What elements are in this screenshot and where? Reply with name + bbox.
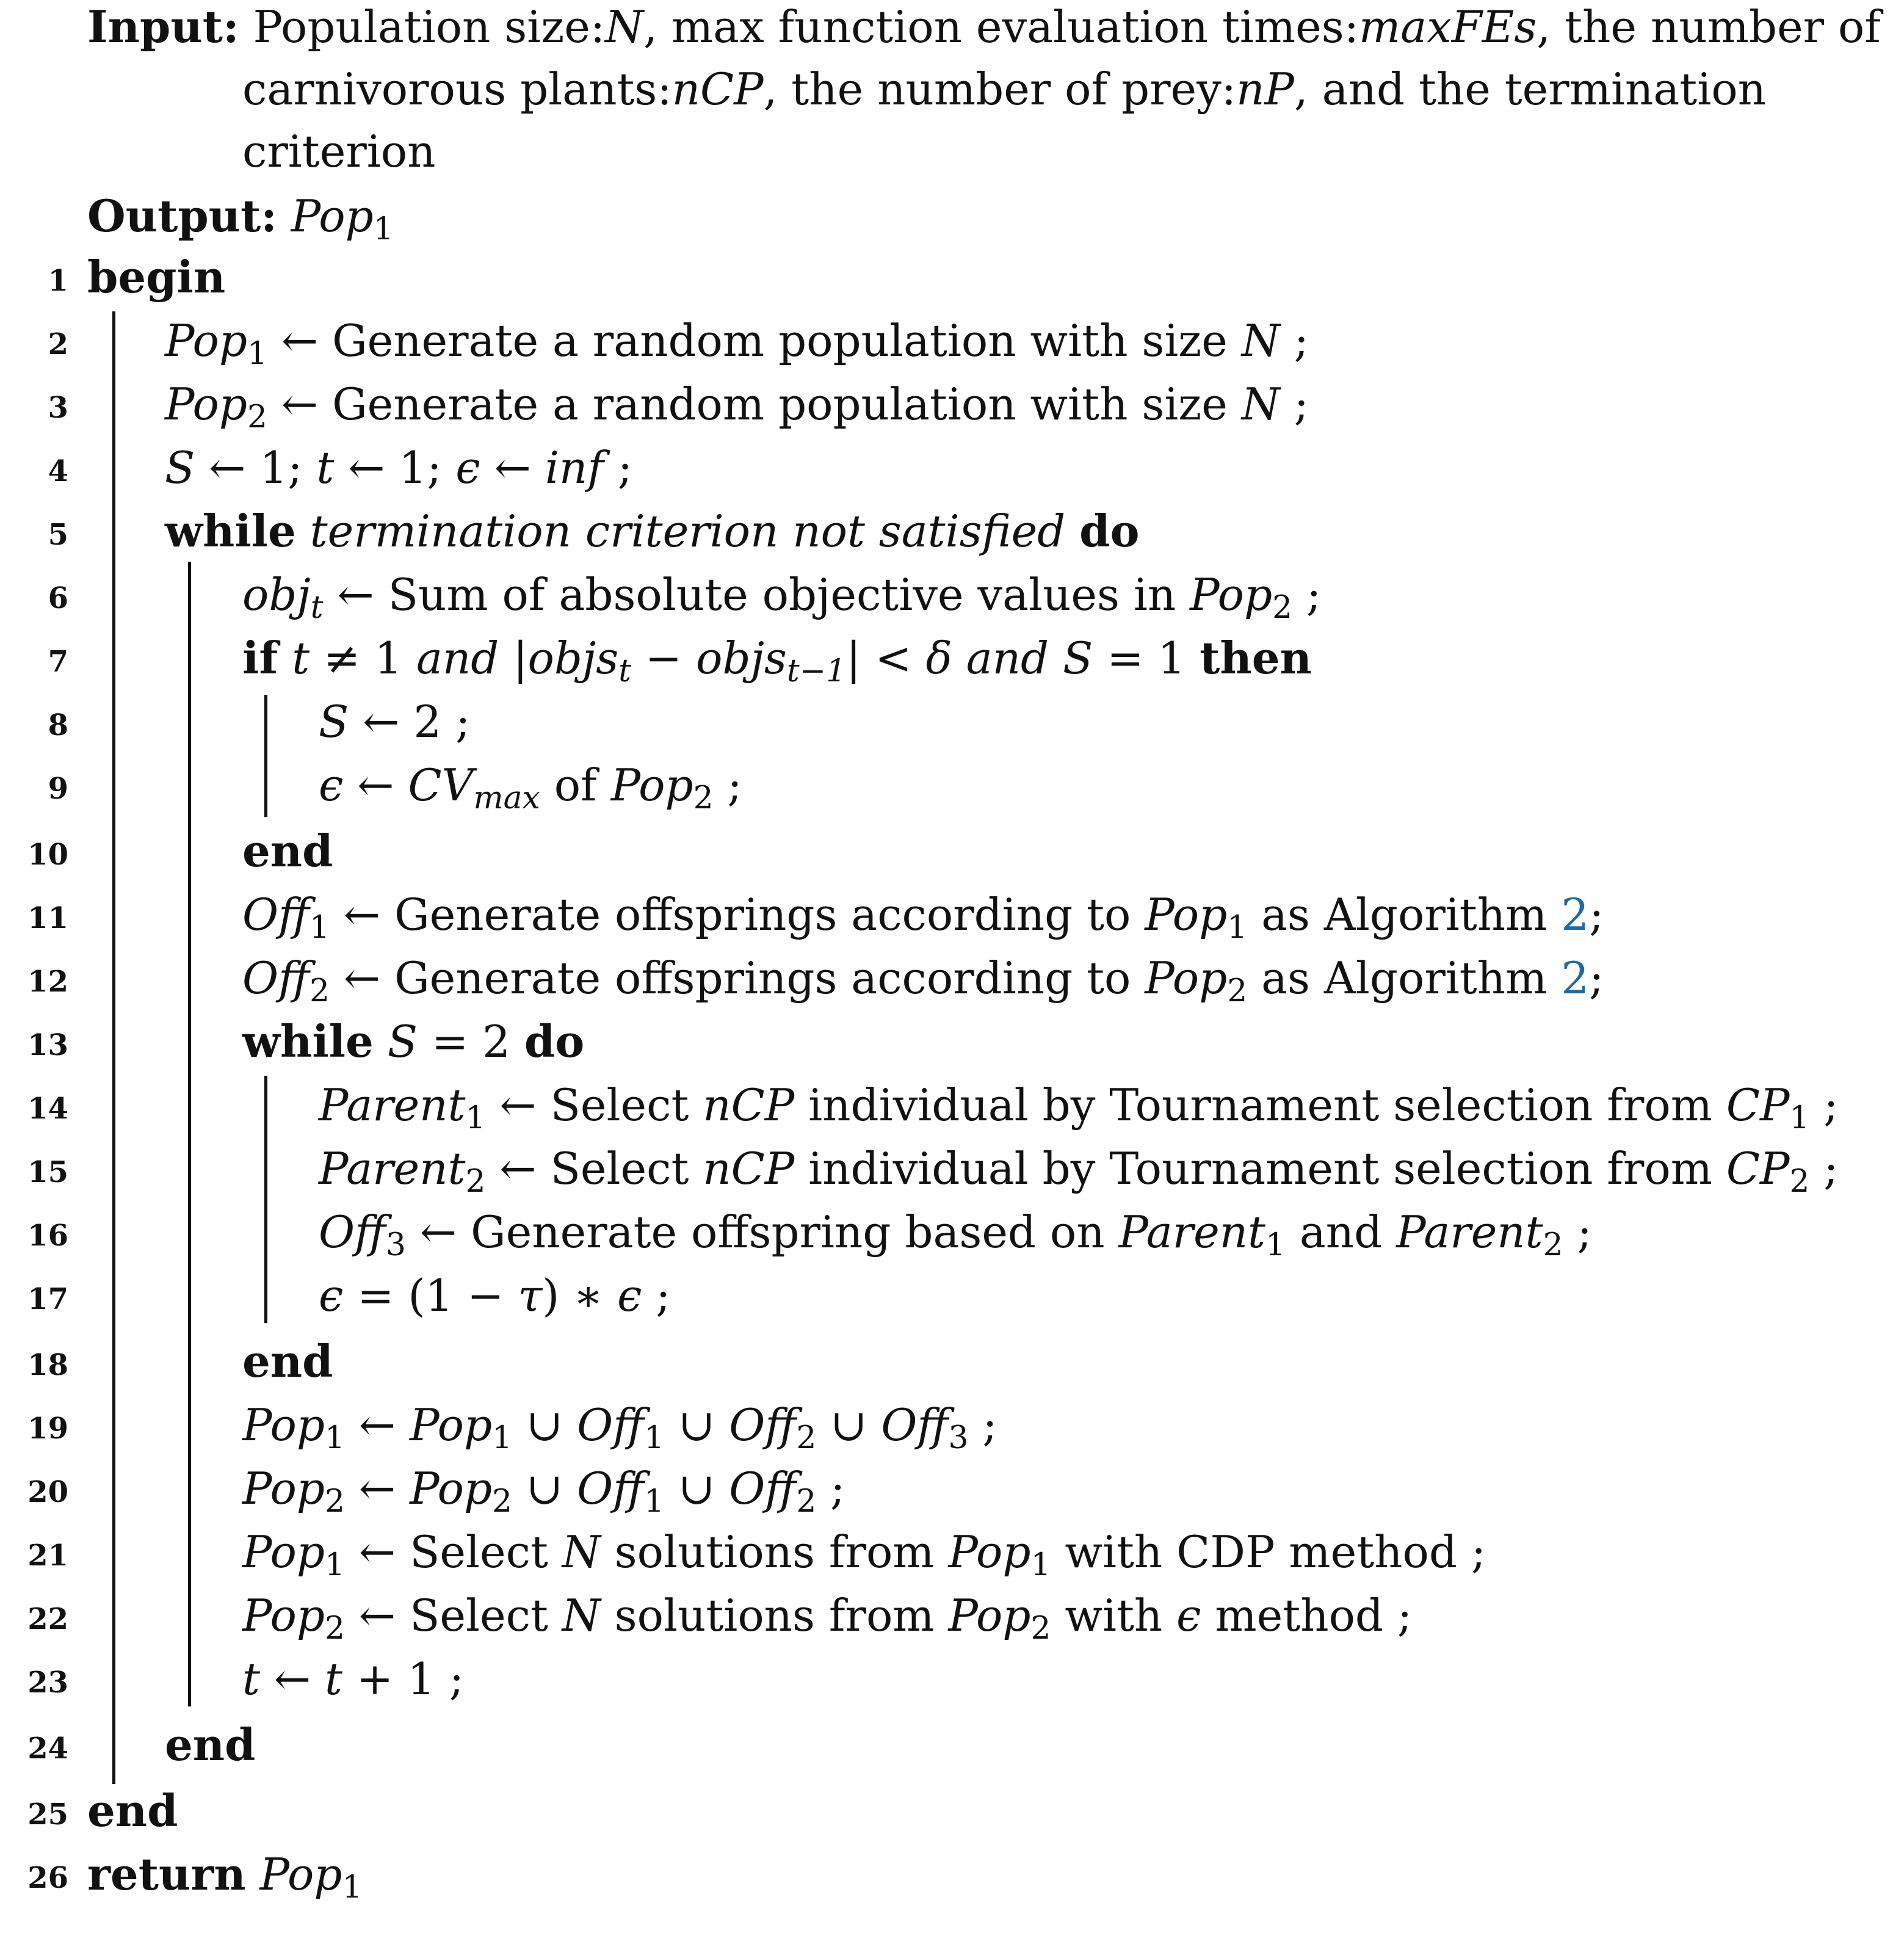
line-number: 5: [48, 518, 68, 552]
line-number: 13: [27, 1028, 68, 1062]
input-nCP: nCP: [671, 63, 764, 115]
input-line3: criterion: [242, 126, 436, 177]
input-line-3: [242, 126, 436, 177]
gen-random-text: Generate a random population with size: [332, 315, 1228, 366]
algo-line-24: [165, 1719, 256, 1771]
kw-do: do: [1079, 505, 1140, 557]
algorithm-ref-link[interactable]: 2: [1561, 952, 1590, 1004]
as-alg-text: as Algorithm: [1261, 889, 1547, 940]
select-n-text: Select: [410, 1526, 548, 1578]
algo-line-10: [242, 825, 333, 877]
solutions-from-text: solutions from: [614, 1590, 935, 1641]
input-text-1: Population size:: [253, 1, 606, 53]
algo-line-15: Parent$_2$ ← Select nCP individual by Tournament selection from $CP_2$ ;: [319, 1143, 1839, 1200]
algo-line-1: [87, 251, 226, 303]
kw-while: while: [242, 1015, 374, 1067]
algo-line-21: Pop$_1$ ← Select N solutions from Pop$_1$ with CDP method ;: [242, 1526, 1486, 1583]
algo-line-7: if t ≠ 1 and |objs$_t$ − objs$_{t-1}$| < δ and S = 1 then: [242, 632, 1312, 689]
line-number: 16: [27, 1219, 68, 1253]
kw-return: return: [87, 1848, 246, 1900]
line-number: 7: [48, 645, 68, 679]
algo-line-18: [242, 1335, 333, 1387]
block-bar-while-outer: [188, 562, 191, 1706]
algo-line-8: S ← 2 ;: [319, 696, 471, 747]
kw-while: while: [165, 505, 296, 557]
line-number: 1: [48, 264, 68, 298]
gen-off-text: Generate offsprings according to: [394, 889, 1131, 940]
method-text: method: [1215, 1590, 1384, 1641]
kw-then: then: [1200, 632, 1312, 684]
individual-by-text: individual by Tournament selection from: [808, 1079, 1712, 1131]
line-number: 2: [48, 327, 68, 361]
input-nP: nP: [1236, 63, 1294, 115]
individual-by-text: individual by Tournament selection from: [808, 1143, 1712, 1194]
line-number: 26: [27, 1861, 68, 1895]
algo-line-14: Parent$_1$ ← Select nCP individual by Tournament selection from $CP_1$ ;: [319, 1079, 1839, 1136]
kw-begin: begin: [87, 251, 226, 303]
output-var: Pop: [291, 190, 374, 242]
sum-abs-text: Sum of absolute objective values in: [388, 569, 1176, 620]
input-label: Input:: [87, 1, 239, 53]
line-number: 22: [27, 1602, 68, 1636]
kw-do: do: [524, 1015, 585, 1067]
algo-line-6: obj$_t$ ← Sum of absolute objective values in Pop$_2$ ;: [242, 569, 1322, 626]
line-number: 3: [48, 391, 68, 425]
line-number: 18: [27, 1348, 68, 1382]
line-number: 24: [27, 1731, 68, 1766]
algorithm-ref-link[interactable]: 2: [1561, 889, 1590, 940]
kw-end: end: [87, 1785, 178, 1836]
gen-random-text: Generate a random population with size: [332, 379, 1228, 430]
kw-if: if: [242, 632, 278, 684]
block-bar-if: [264, 695, 267, 817]
solutions-from-text: solutions from: [614, 1526, 935, 1578]
line-number: 20: [27, 1475, 68, 1509]
line-number: 6: [48, 581, 68, 615]
algo-line-12: Off$_2$ ← Generate offsprings according to Pop$_2$ as Algorithm 2;: [242, 952, 1604, 1009]
of-text: of: [554, 760, 597, 811]
input-text-2: , max function evaluation times:: [643, 1, 1359, 53]
line-number: 12: [27, 965, 68, 999]
algo-line-19: Pop$_1$ ← Pop$_1$ ∪ Off$_1$ ∪ Off$_2$ ∪ Off$_3$ ;: [242, 1399, 997, 1456]
line-number: 19: [27, 1412, 68, 1446]
line-number: 25: [27, 1797, 68, 1832]
line-number: 15: [27, 1155, 68, 1189]
block-bar-begin: [112, 311, 115, 1784]
select-n-text: Select: [410, 1590, 548, 1641]
and-plain-text: and: [1299, 1206, 1383, 1258]
block-bar-while-inner: [264, 1076, 267, 1323]
line-number: 11: [27, 901, 68, 935]
input-text-3: , the number of: [1537, 1, 1881, 53]
algo-line-5: [165, 505, 1140, 557]
input-line2-a: carnivorous plants:: [242, 63, 672, 115]
algo-line-25: [87, 1785, 178, 1836]
while-condition: termination criterion not satisfied: [309, 506, 1066, 557]
algo-line-2: Pop$_1$ ← Generate a random population with size N ;: [165, 315, 1309, 372]
line-number: 10: [27, 838, 68, 872]
input-line2-b: , the number of prey:: [763, 63, 1237, 115]
and-text: and: [966, 633, 1049, 684]
select-text: Select: [550, 1143, 689, 1194]
line-number: 23: [27, 1666, 68, 1700]
algo-line-23: t ← t + 1 ;: [242, 1653, 465, 1705]
output-sub: 1: [373, 210, 394, 247]
and-text: and: [416, 633, 499, 684]
line-number: 9: [48, 772, 68, 806]
line-number: 4: [48, 454, 68, 488]
algo-line-11: Off$_1$ ← Generate offsprings according to Pop$_1$ as Algorithm 2;: [242, 889, 1604, 946]
line-number: 14: [27, 1092, 68, 1126]
input-line-1: [87, 1, 1881, 53]
input-line-2: [242, 63, 1766, 115]
algo-line-4: S ← 1; t ← 1; ϵ ← inf ;: [165, 442, 633, 493]
algo-line-9: ϵ ← $CV_{max}$ of Pop$_2$ ;: [319, 760, 742, 816]
algo-line-22: Pop$_2$ ← Select N solutions from Pop$_2$ with ϵ method ;: [242, 1590, 1413, 1647]
algo-line-13: while S = 2 do: [242, 1015, 585, 1067]
algo-line-26: return Pop$_1$: [87, 1848, 363, 1905]
input-line2-c: , and the termination: [1294, 63, 1766, 115]
line-number: 8: [48, 708, 68, 742]
select-text: Select: [550, 1079, 689, 1131]
with-cdp-text: with CDP method: [1065, 1526, 1457, 1578]
algo-line-16: Off$_3$ ← Generate offspring based on Parent$_1$ and Parent$_2$ ;: [319, 1206, 1592, 1263]
gen-off-text: Generate offsprings according to: [394, 952, 1131, 1004]
algo-line-17: ϵ = (1 − τ) ∗ ϵ ;: [319, 1270, 671, 1321]
gen-off-based-text: Generate offspring based on: [471, 1206, 1105, 1258]
as-alg-text: as Algorithm: [1261, 952, 1547, 1004]
kw-end: end: [242, 825, 333, 877]
kw-end: end: [165, 1719, 256, 1771]
with-text: with: [1065, 1590, 1163, 1641]
output-line: [87, 190, 394, 247]
line-number: 21: [27, 1539, 68, 1573]
input-N: N: [605, 1, 644, 53]
line-number: 17: [27, 1282, 68, 1316]
kw-end: end: [242, 1335, 333, 1387]
algo-line-20: Pop$_2$ ← Pop$_2$ ∪ Off$_1$ ∪ Off$_2$ ;: [242, 1463, 845, 1520]
algo-line-3: Pop$_2$ ← Generate a random population with size N ;: [165, 379, 1309, 435]
output-label: Output:: [87, 190, 277, 242]
input-maxFEs: maxFEs: [1359, 1, 1537, 53]
